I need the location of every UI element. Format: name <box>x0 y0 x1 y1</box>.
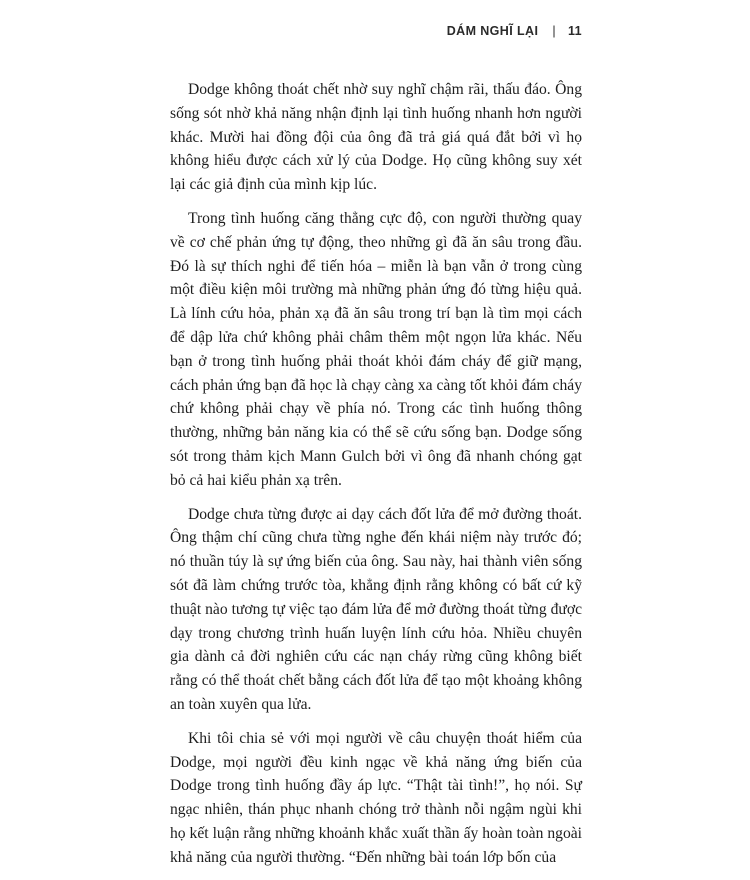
chapter-title: DÁM NGHĨ LẠI <box>446 24 539 38</box>
paragraph: Dodge chưa từng được ai dạy cách đốt lửa để mở đường thoát. Ông thậm chí cũng chưa từng nghe đến khái niệm này trước đó; nó thuần túy là sự ứng biến của ông. Sau này, hai thành viên sống sót đã làm chứng trước tòa, khẳng định rằng không có bất cứ kỹ thuật nào tương tự việc tạo đám lửa để mở đường thoát từng được dạy trong chương trình huấn luyện lính cứu hỏa. Nhiều chuyên gia dành cả đời nghiên cứu các nạn cháy rừng cũng không biết rằng có thể thoát chết bằng cách đốt lửa để tạo một khoảng không an toàn xuyên qua lửa. <box>170 505 582 713</box>
page-number: 11 <box>567 24 582 38</box>
header-separator: | <box>552 24 556 38</box>
body-text <box>170 78 582 880</box>
paragraph: Dodge không thoát chết nhờ suy nghĩ chậm rãi, thấu đáo. Ông sống sót nhờ khả năng nhận định lại tình huống nhanh hơn người khác. Mười hai đồng đội của ông đã trả giá quá đắt bởi vì họ không hiểu được cách xử lý của Dodge. Họ cũng không suy xét lại các giả định của mình kịp lúc. <box>170 81 582 194</box>
paragraph: Trong tình huống căng thẳng cực độ, con người thường quay về cơ chế phản ứng tự động, theo những gì đã ăn sâu trong đầu. Đó là sự thích nghi để tiến hóa – miễn là bạn vẫn ở trong cùng một điều kiện môi trường mà những phản ứng đó từng hiệu quả. Là lính cứu hỏa, phản xạ đã ăn sâu trong trí bạn là tìm mọi cách để dập lửa chứ không phải châm thêm một ngọn lửa khác. Nếu bạn ở trong tình huống phải thoát khỏi đám cháy để giữ mạng, cách phản ứng bạn đã học là chạy càng xa càng tốt khỏi đám cháy chứ không phải chạy về phía nó. Trong các tình huống thông thường, những bản năng kia có thể sẽ cứu sống bạn. Dodge sống sót trong thảm kịch Mann Gulch bởi vì ông đã nhanh chóng gạt bỏ cả hai kiểu phản xạ trên. <box>170 209 582 489</box>
paragraph: Khi tôi chia sẻ với mọi người về câu chuyện thoát hiểm của Dodge, mọi người đều kinh ngạc về khả năng ứng biến của Dodge trong tình huống đầy áp lực. “Thật tài tình!”, họ nói. Sự ngạc nhiên, thán phục nhanh chóng trở thành nỗi ngậm ngùi khi họ kết luận rằng những khoảnh khắc xuất thần ấy hoàn toàn ngoài khả năng của người thường. “Đến những bài toán lớp bốn của <box>170 729 582 866</box>
running-header <box>447 24 582 38</box>
